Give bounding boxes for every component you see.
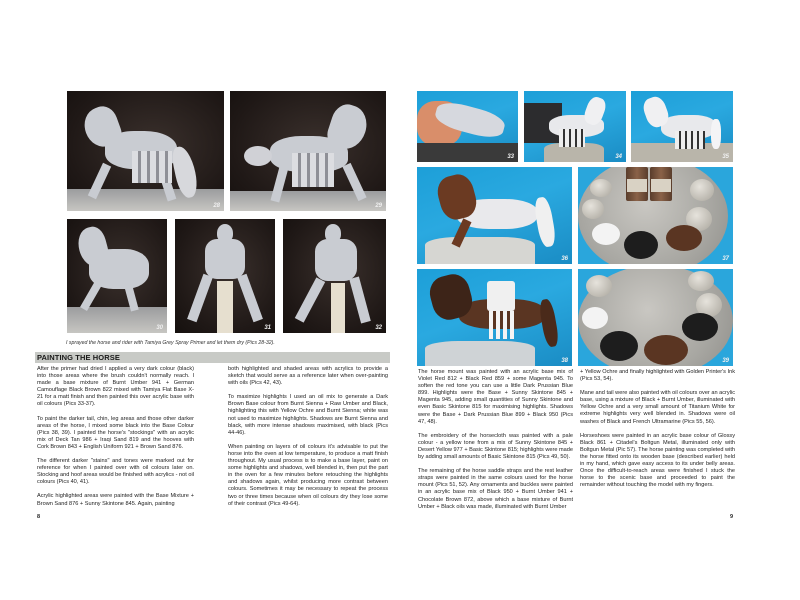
paragraph: The different darker "stains" and tones were marked out for reference for when I painted over with oil colours later on. Stocking and hoof areas would be finished with acrylics - not oil colours (Pics 40, 41). bbox=[37, 458, 194, 486]
rider-leg bbox=[295, 277, 325, 322]
paragraph: Acrylic highlighted areas were painted with the Base Mixture + Brown Sand 876 + Sunny Skintone 845. Again, painting bbox=[37, 493, 194, 507]
palette-well bbox=[690, 179, 714, 201]
workbench bbox=[417, 143, 518, 162]
photo-number: 37 bbox=[722, 256, 729, 262]
text-column-3 bbox=[418, 369, 573, 518]
paragraph: When painting on layers of oil colours it's advisable to put the horse into the oven at low temperature, to produce a matt finish throughout. My usual process is to make a base layer, paint on some highlights and shadows, well blended in, then put the part in the oven for a few minutes before retouching the highlights and shadows again, whilst producing more contrast between colours. Sometimes it may be necessary to repeat the process two or three times because when oil colours dry they lose some of their contrast (Pics 49-64). bbox=[228, 443, 388, 507]
text-column-2 bbox=[228, 366, 388, 515]
paragraph: Horseshoes were painted in an acrylic base colour of Glossy Black 861 + Citadel's Boltgun Metal, illuminated only with Boltgun Metal (Pic 57). The horse painting was completed with the horse fitted onto its wooden base (described earlier) held in my hand, which gave easy access to its under belly areas. Once the difficult-to-reach areas were finished I stuck the horse to the scenic base and proceeded to paint the remainder without touching the model with my fingers. bbox=[580, 432, 735, 489]
photo-32 bbox=[283, 219, 386, 333]
horse-tail bbox=[538, 298, 560, 348]
photo-number: 35 bbox=[722, 154, 729, 160]
photo-number: 36 bbox=[561, 256, 568, 262]
horse-tail bbox=[533, 196, 557, 248]
paragraph: Mane and tail were also painted with oil colours over an acrylic base, using a mixture of Black + Burnt Umber, illuminated with Yellow Ochre and a very small amount of Titanium White for extreme highlights very well blended in. Shadows were oil washes of Black and French Ultramarine (Pics 55, 56). bbox=[580, 390, 735, 425]
paragraph: The embroidery of the horsecloth was painted with a pale colour - a yellow tone from a mix of Sunny Skintone 845 + Desert Yellow 977 + Basic Skintone 815; highlights were made by adding small amounts of Basic Skintone 815 (Pics 49, 50). bbox=[418, 432, 574, 461]
photo-38 bbox=[417, 269, 572, 366]
rider-leg bbox=[349, 276, 371, 323]
paragraph: The horse mount was painted with an acrylic base mix of Violet Red 812 + Black Red 859 + some Magenta 945. To soften the red tone you can use a little Dark Prussian Blue 899. Highlights were the Base + Sunny Skintone 845 + Magenta 945, adding small quantities of Sunny Skintone and even Basic Skintone 815 for maximising highlights. Shadows were the Base + Dark Prussian Blue 899 + Black 950 (Pics 47, 48). bbox=[418, 369, 573, 425]
right-page bbox=[400, 0, 800, 600]
palette-well bbox=[590, 179, 612, 197]
photo-30 bbox=[67, 219, 167, 333]
scenic-base bbox=[425, 237, 535, 264]
paragraph: + Yellow Ochre and finally highlighted with Golden Printer's Ink (Pics 53, 54). bbox=[580, 369, 735, 383]
saddle bbox=[487, 281, 515, 311]
rider-leg bbox=[187, 274, 213, 323]
page-number: 8 bbox=[37, 514, 41, 520]
photo-number: 32 bbox=[375, 325, 382, 331]
photo-39 bbox=[578, 269, 733, 366]
paint-bottle bbox=[626, 167, 648, 201]
white-paint bbox=[592, 223, 620, 245]
wooden-stick bbox=[331, 283, 345, 333]
white-paint bbox=[582, 307, 608, 329]
palette-well bbox=[688, 271, 714, 291]
black-paint bbox=[600, 331, 638, 361]
saddle-straps bbox=[292, 153, 334, 187]
horse-neck bbox=[582, 95, 608, 127]
saddle-straps bbox=[559, 129, 585, 147]
photo-number: 39 bbox=[722, 358, 729, 364]
rider-leg bbox=[237, 274, 263, 323]
text-column-1 bbox=[37, 366, 194, 515]
saddle-straps bbox=[675, 131, 705, 149]
section-title: PAINTING THE HORSE bbox=[37, 353, 120, 362]
photo-number: 30 bbox=[156, 325, 163, 331]
photo-number: 38 bbox=[561, 358, 568, 364]
photo-35 bbox=[631, 91, 733, 162]
scenic-base bbox=[67, 307, 167, 333]
page-number: 9 bbox=[730, 514, 734, 520]
photo-number: 31 bbox=[264, 325, 271, 331]
black-oil-paint bbox=[682, 313, 718, 341]
photo-29 bbox=[230, 91, 386, 211]
photo-caption: I sprayed the horse and rider with Tamiya Grey Spray Primer and let them dry (Pics 28-32). bbox=[66, 340, 275, 346]
rider-torso bbox=[315, 239, 357, 281]
saddle-straps bbox=[489, 311, 515, 339]
paragraph: both highlighted and shaded areas with acrylics to provide a sketch that would serve as a reference later when over-painting with oils (Pics 42, 43). bbox=[228, 366, 388, 387]
horse-tail bbox=[711, 119, 721, 149]
photo-number: 29 bbox=[375, 203, 382, 209]
photo-number: 34 bbox=[615, 154, 622, 160]
saddle-straps bbox=[132, 151, 172, 183]
photo-number: 33 bbox=[507, 154, 514, 160]
wooden-stick bbox=[217, 281, 233, 333]
paragraph: To paint the darker tail, chin, leg areas and those other darker areas of the horse, I mixed some black into the Base Colour (Pics 38, 39). I painted the horse's "stockings" with an acrylic mix of Deck Tan 986 + Iraqi Sand 819 and the hooves with Cork Brown 843 + English Uniform 921 + Brown Sand 876. bbox=[37, 415, 194, 450]
rider-torso bbox=[205, 239, 245, 279]
black-paint bbox=[624, 231, 658, 259]
paragraph: After the primer had dried I applied a very dark colour (black) into those areas where the brush couldn't normally reach. I made a base mixture of Burnt Umber 941 + German Camouflage Black Brown 822 mixed with Tamiya Flat Base X-21 for a matt finish and then painted this over acrylic base with oil colours (Pics 33-37). bbox=[37, 366, 194, 408]
photo-37 bbox=[578, 167, 733, 264]
photo-36 bbox=[417, 167, 572, 264]
text-column-4 bbox=[580, 369, 735, 496]
photo-34 bbox=[524, 91, 626, 162]
photo-33 bbox=[417, 91, 518, 162]
brown-paint bbox=[644, 335, 688, 365]
palette-well bbox=[582, 199, 604, 219]
paragraph: The remaining of the horse saddle straps and the rest leather straps were painted in the same colours used for the horse mount (Pics 51, 52). Any ornaments and buckles were painted in an acrylic base mix of Black 950 + Burnt Umber 941 + Chocolate Brown 872, above which a base mixture of Burnt Umber + Black oils was made, illuminated with Burnt Umber bbox=[418, 468, 573, 510]
paragraph: To maximize highlights I used an oil mix to generate a Dark Brown Base colour from Burnt Sienna + Raw Umber and Black, highlighting this with Yellow Ochre and Burnt Sienna; white was not used to maximize highlights. Shadows are Burnt Sienna and black, with more intense shadows maximised, with black (Pics 44-46). bbox=[228, 394, 388, 436]
photo-31 bbox=[175, 219, 275, 333]
brown-paint bbox=[666, 225, 702, 251]
palette-well bbox=[586, 275, 612, 297]
photo-28 bbox=[67, 91, 224, 211]
paint-bottle bbox=[650, 167, 672, 201]
scenic-base bbox=[425, 341, 535, 366]
horse-tail bbox=[244, 146, 272, 166]
photo-number: 28 bbox=[213, 203, 220, 209]
